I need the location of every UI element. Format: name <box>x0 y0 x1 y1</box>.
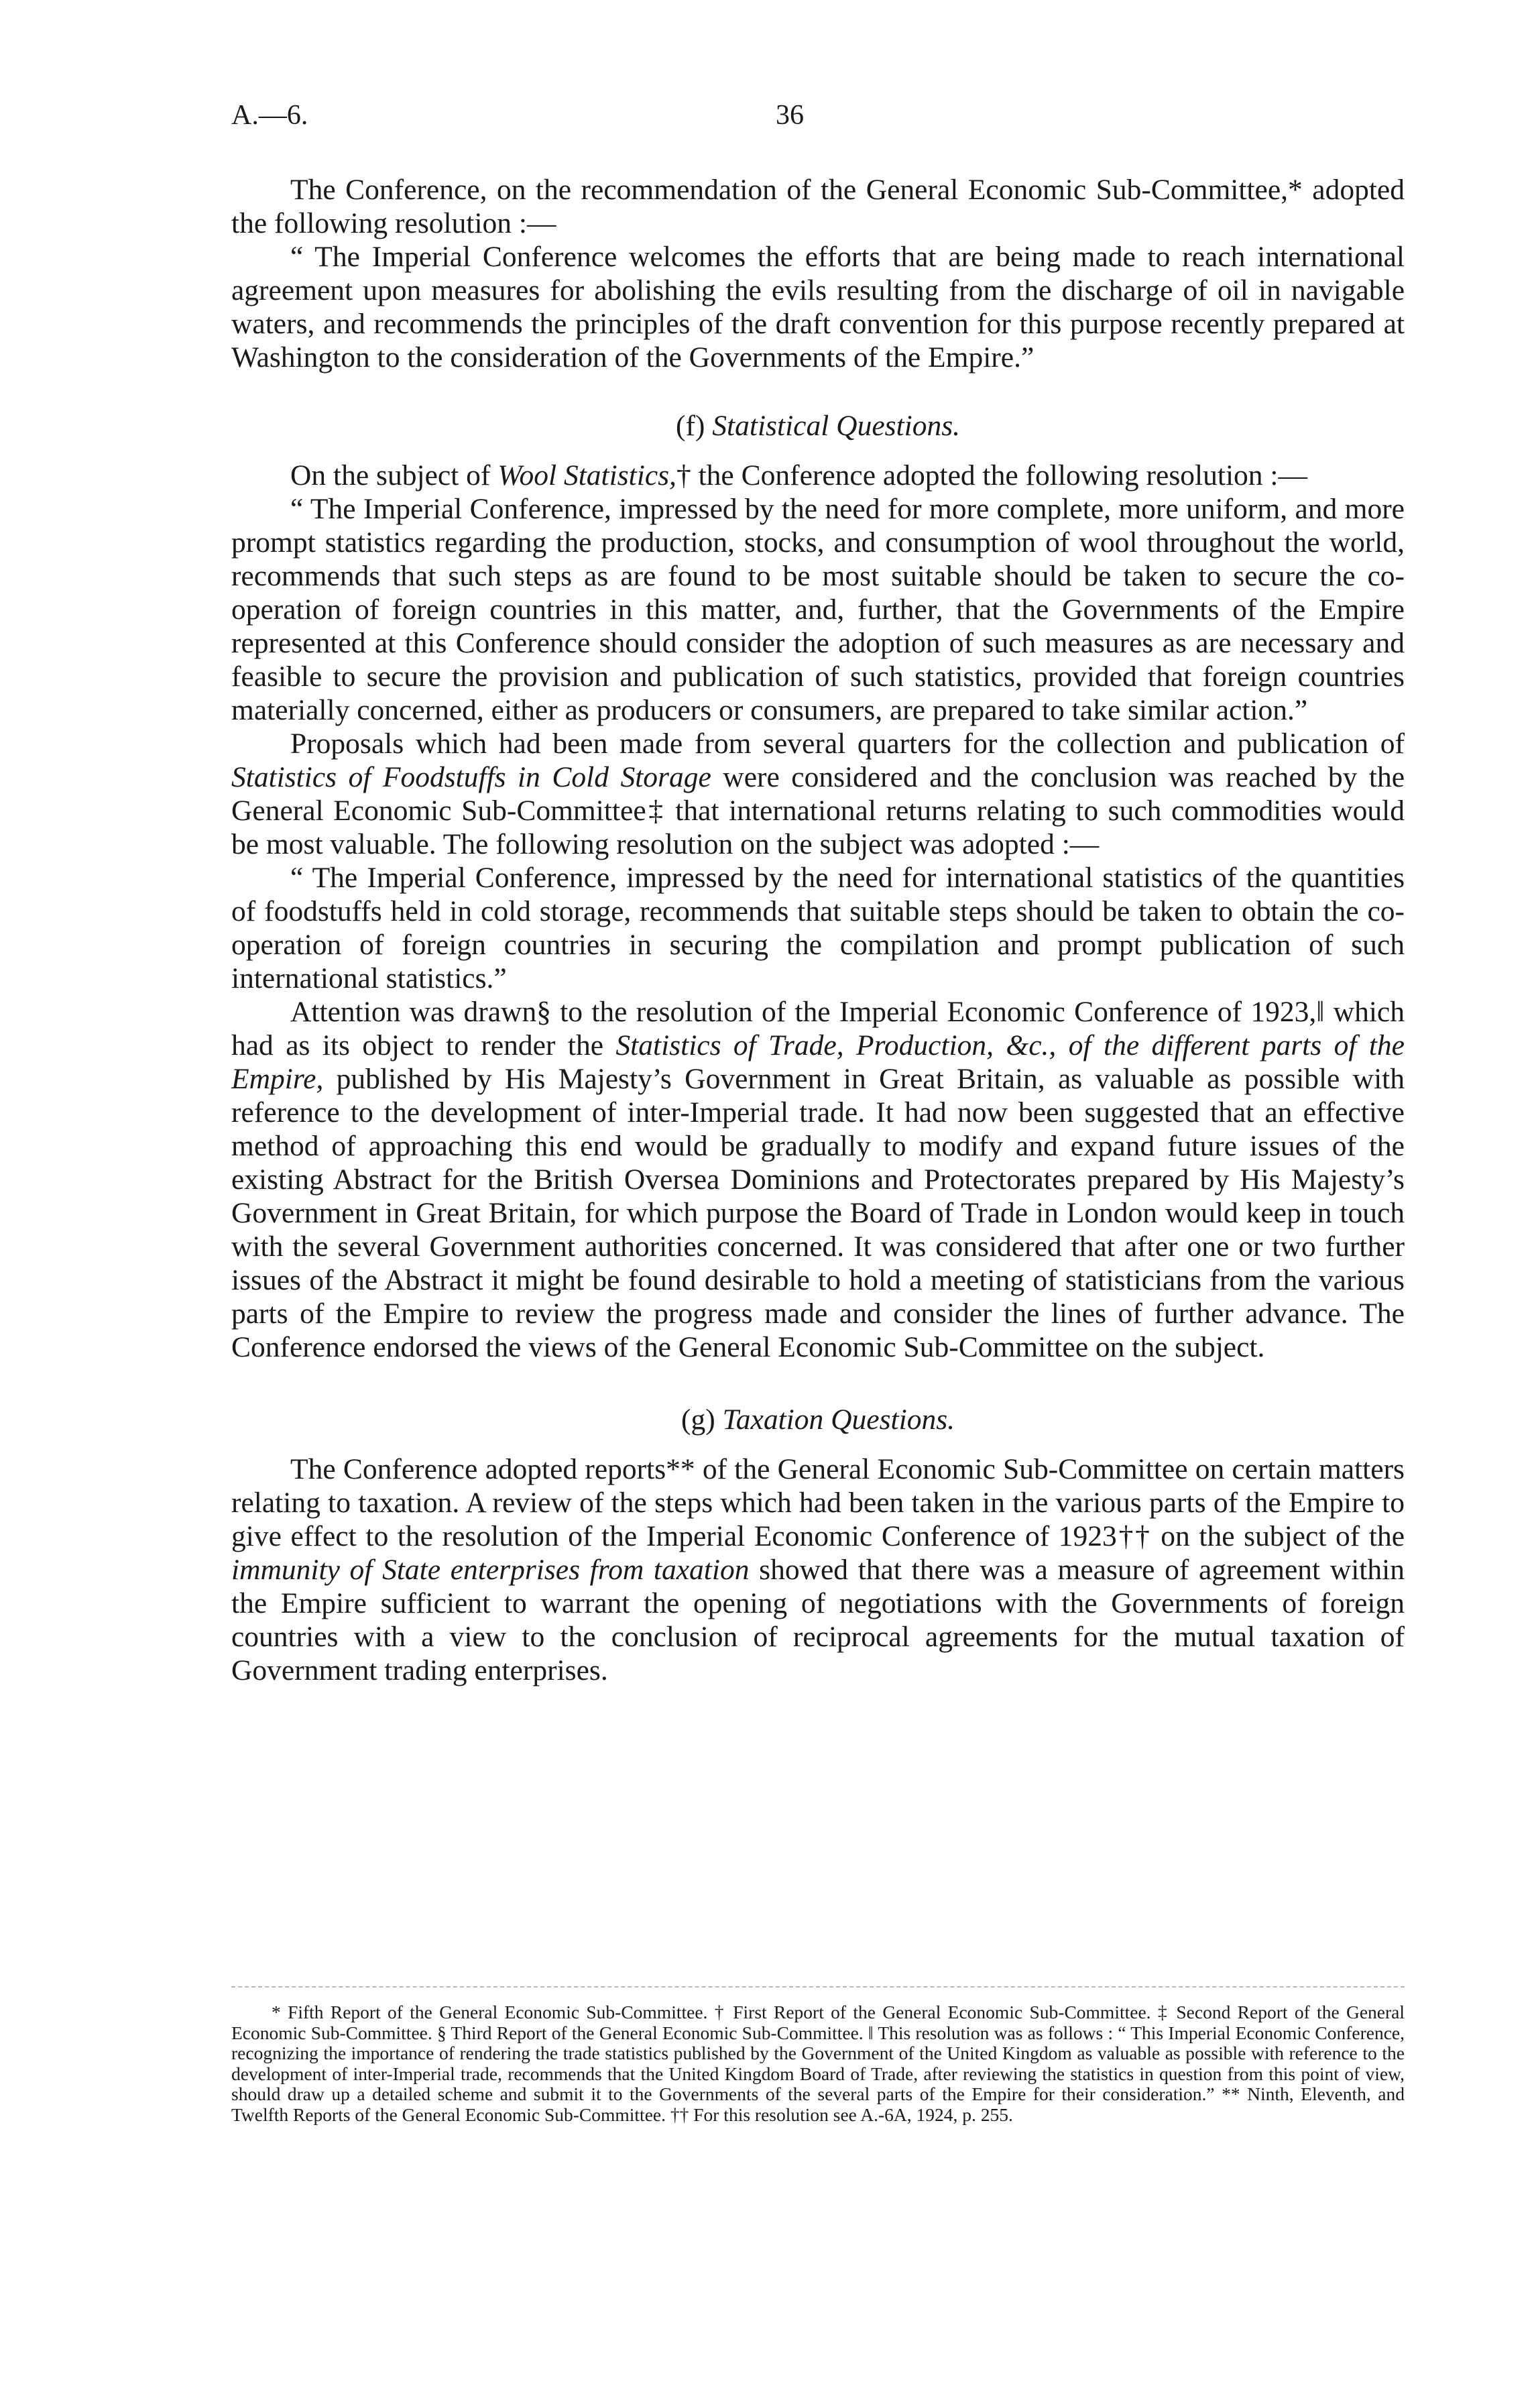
paragraph-cold-storage <box>231 727 1405 861</box>
page-header <box>231 99 1405 139</box>
text-run: published by His Majesty’s Government in Great Britain, as valuable as possible with reference to the development of inter-Imperial trade. It had now been suggested that an effective method of approaching this end would be gradually to modify and expand future issues of the existing Abstract for the British Oversea Dominions and Protectorates prepared by His Majesty’s Government in Great Britain, for which purpose the Board of Trade in London would keep in touch with the several Government authorities concerned. It was considered that after one or two further issues of the Abstract it might be found desirable to hold a meeting of statisticians from the various parts of the Empire to review the progress made and consider the lines of further advance. The Conference endorsed the views of the General Economic Sub-Committee on the subject. <box>231 1063 1405 1363</box>
text-run: Proposals which had been made from several quarters for the collection and publication of <box>290 728 1405 760</box>
text-run: The Conference adopted reports** of the General Economic Sub-Committee on certain matters relating to taxation. A review of the steps which had been taken in the various parts of the Empire to give effect to the resolution of the Imperial Economic Conference of 1923†† on the subject of the <box>231 1453 1405 1552</box>
italic-run: Statistics of Foodstuffs in Cold Storage <box>231 761 711 793</box>
footnotes-text: * Fifth Report of the General Economic Sub-Committee. † First Report of the General Economic Sub-Committee. ‡ Second Report of the General Economic Sub-Committee. § Third Report of the General Economic Sub-Committee. ‖ This resolution was as follows : “ This Imperial Economic Conference, recognizing the importance of rendering the trade statistics published by the Government of the United Kingdom as valuable as possible with reference to the development of inter-Imperial trade, recommends that the United Kingdom Board of Trade, after reviewing the statistics in question from this point of view, should draw up a detailed scheme and submit it to the Governments of the several parts of the Empire for their consideration.” ** Ninth, Eleventh, and Twelfth Reports of the General Economic Sub-Committee. †† For this resolution see A.-6A, 1924, p. 255. <box>231 2002 1405 2125</box>
italic-run: immunity of State enterprises from taxation <box>231 1554 750 1586</box>
text-run: † the Conference adopted the following resolution :— <box>676 459 1307 492</box>
resolution-wool: “ The Imperial Conference, impressed by the need for more complete, more uniform, and more prompt statistics regarding the production, stocks, and consumption of wool throughout the world, recommends that such steps as are found to be most suitable should be taken to secure the co-operation of foreign countries in this matter, and, further, that the Governments of the Empire represented at this Conference should consider the adoption of such measures as are necessary and feasible to secure the provision and publication of such statistics, provided that foreign countries materially concerned, either as producers or consumers, are prepared to take similar action.” <box>231 493 1405 726</box>
text-run: showed that there was a measure of agreement within the Empire sufficient to warrant the opening of negotiations with the Governments of foreign countries with a view to the conclusion of reciprocal agreements for the mutual taxation of Government trading enterprises. <box>231 1554 1405 1686</box>
section-heading-taxation <box>231 1403 1405 1436</box>
paragraph-taxation <box>231 1452 1405 1687</box>
document-reference: A.—6. <box>231 100 308 131</box>
section-label-f: (f) <box>675 410 713 442</box>
paragraph-wool-statistics <box>231 459 1405 492</box>
text-run: Attention was drawn§ to the resolution of the Imperial Economic Conference of 1923,‖ which had as its object to render the <box>231 996 1405 1062</box>
paragraph-intro: The Conference, on the recommendation of the General Economic Sub-Committee,* adopted the following resolution :— <box>231 174 1405 239</box>
italic-run: Statistics of Trade, Production, &c., of the different parts of the Empire, <box>231 1029 1405 1095</box>
section-label-g: (g) <box>681 1403 723 1436</box>
resolution-cold-storage: “ The Imperial Conference, impressed by the need for international statistics of the quantities of foodstuffs held in cold storage, recommends that suitable steps should be taken to obtain the co-operation of foreign countries in securing the compilation and prompt publication of such international statistics.” <box>231 862 1405 994</box>
page-body <box>231 173 1405 1687</box>
page-number: 36 <box>776 100 804 131</box>
footnote-divider <box>231 1986 1405 1988</box>
italic-run: Wool Statistics, <box>497 459 676 492</box>
section-heading-statistical <box>231 409 1405 443</box>
resolution-oil-pollution: “ The Imperial Conference welcomes the efforts that are being made to reach international agreement upon measures for abolishing the evils resulting from the discharge of oil in navigable waters, and recommends the principles of the draft convention for this purpose recently prepared at Washington to the consideration of the Governments of the Empire.” <box>231 241 1405 374</box>
footnotes <box>231 2002 1405 2126</box>
text-run: On the subject of <box>290 459 498 492</box>
paragraph-trade-statistics <box>231 995 1405 1364</box>
text-run: were considered and the conclusion was reached by the General Economic Sub-Committee‡ that international returns relating to such commodities would be most valuable. The following resolution on the subject was adopted :— <box>231 761 1405 860</box>
section-title-taxation: Taxation Questions. <box>722 1403 955 1436</box>
section-title-statistical: Statistical Questions. <box>712 410 961 442</box>
